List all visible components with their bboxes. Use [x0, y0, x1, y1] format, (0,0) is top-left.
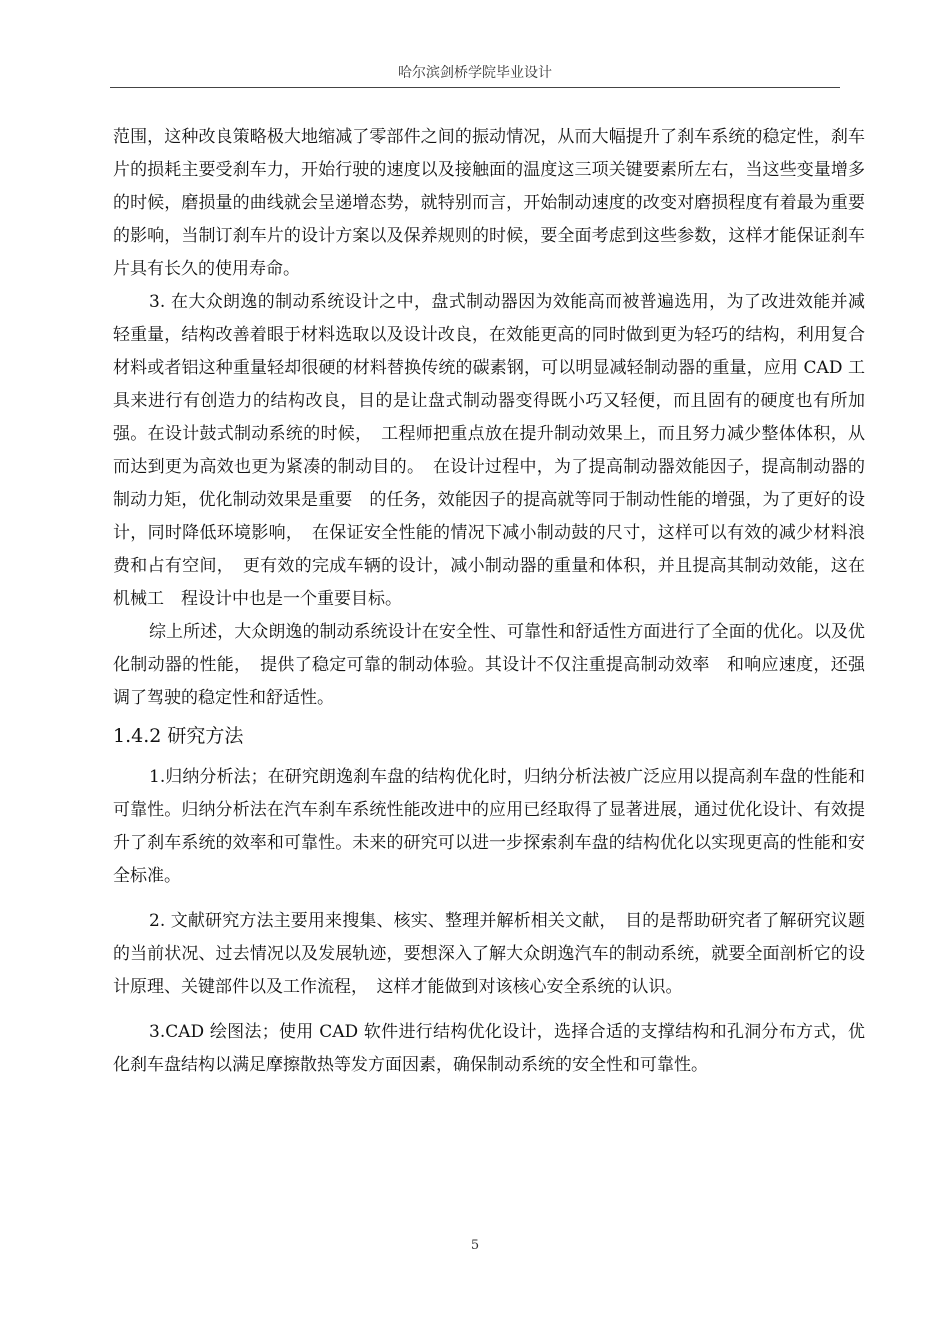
- section-heading: 1.4.2 研究方法: [113, 725, 244, 747]
- page-header: 哈尔滨剑桥学院毕业设计: [398, 65, 552, 81]
- header-divider: [110, 87, 840, 88]
- page-number: 5: [470, 1238, 480, 1253]
- paragraph-cad-method: 3.CAD 绘图法；使用 CAD 软件进行结构优化设计，选择合适的支撑结构和孔洞分布方式，优化刹车盘结构以满足摩擦散热等发方面因素，确保制动系统的安全性和可靠性。: [113, 1022, 865, 1075]
- paragraph-summary: 综上所述，大众朗逸的制动系统设计在安全性、可靠性和舒适性方面进行了全面的优化。以及优化制动器的性能， 提供了稳定可靠的制动体验。其设计不仅注重提高制动效率 和响应速度，还强调了驾驶的稳定性和舒适性。: [113, 622, 865, 708]
- paragraph-disc-brake: 3. 在大众朗逸的制动系统设计之中，盘式制动器因为效能高而被普遍选用，为了改进效能并减轻重量，结构改善着眼于材料选取以及设计改良，在效能更高的同时做到更为轻巧的结构，利用复合材料或者铝这种重量轻却很硬的材料替换传统的碳素钢，可以明显减轻制动器的重量，应用 CAD 工具来进行有创造力的结构改良，目的是让盘式制动器变得既小巧又轻便，而且固有的硬度也有所加强。在设计鼓式制动系统的时候， 工程师把重点放在提升制动效果上，而且努力减少整体体积，从而达到更为高效也更为紧凑的制动目的。 在设计过程中，为了提高制动器效能因子，提高制动器的制动力矩，优化制动效果是重要 的任务，效能因子的提高就等同于制动性能的增强，为了更好的设计，同时降低环境影响， 在保证安全性能的情况下减小制动鼓的尺寸，这样可以有效的减少材料浪费和占有空间， 更有效的完成车辆的设计，减小制动器的重量和体积，并且提高其制动效能，这在机械工 程设计中也是一个重要目标。: [113, 292, 865, 609]
- paragraph-literature-method: 2. 文献研究方法主要用来搜集、核实、整理并解析相关文献， 目的是帮助研究者了解研究议题的当前状况、过去情况以及发展轨迹，要想深入了解大众朗逸汽车的制动系统，就要全面剖析它的设计原理、关键部件以及工作流程， 这样才能做到对该核心安全系统的认识。: [113, 911, 865, 997]
- paragraph-continuation: 范围，这种改良策略极大地缩减了零部件之间的振动情况，从而大幅提升了刹车系统的稳定性，刹车片的损耗主要受刹车力，开始行驶的速度以及接触面的温度这三项关键要素所左右，当这些变量增多的时候，磨损量的曲线就会呈递增态势，就特别而言，开始制动速度的改变对磨损程度有着最为重要的影响，当制订刹车片的设计方案以及保养规则的时候，要全面考虑到这些参数，这样才能保证刹车片具有长久的使用寿命。: [113, 127, 865, 279]
- paragraph-inductive-method: 1.归纳分析法；在研究朗逸刹车盘的结构优化时，归纳分析法被广泛应用以提高刹车盘的性能和可靠性。归纳分析法在汽车刹车系统性能改进中的应用已经取得了显著进展，通过优化设计、有效提升了刹车系统的效率和可靠性。未来的研究可以进一步探索刹车盘的结构优化以实现更高的性能和安全标准。: [113, 767, 865, 886]
- document-body: [113, 121, 865, 1082]
